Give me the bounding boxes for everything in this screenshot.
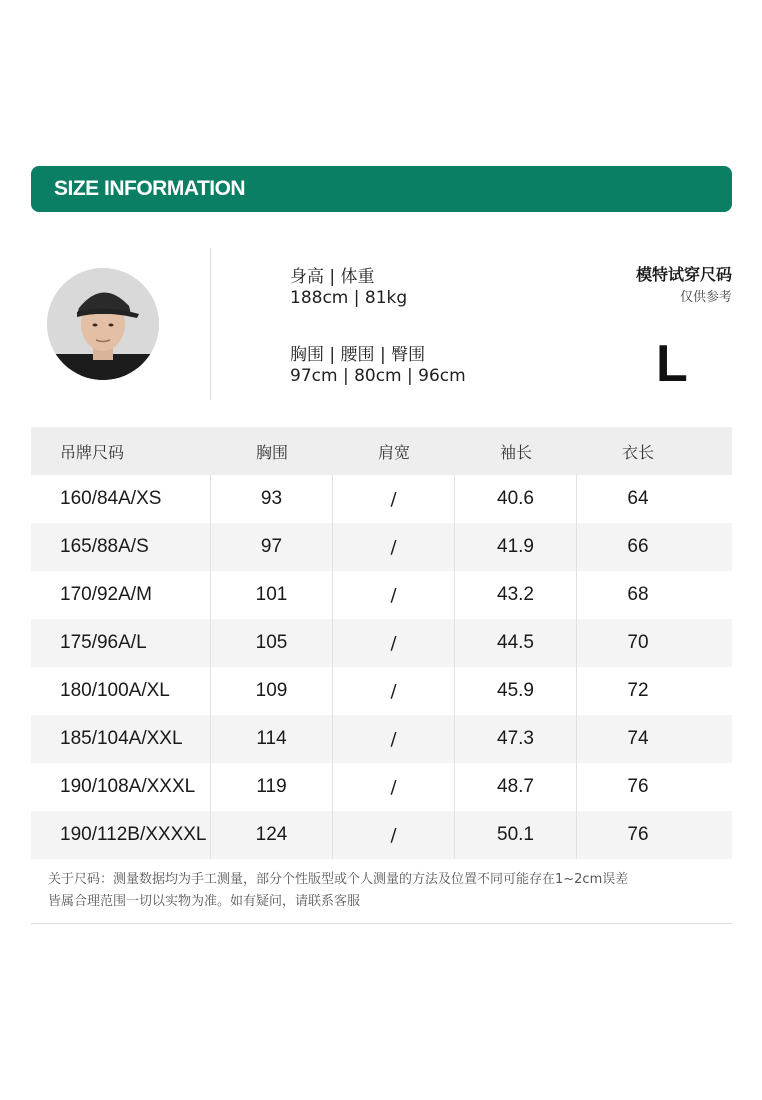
header-length: 衣长 [621,442,654,462]
cell-shoulder: / [333,715,455,763]
model-photo-icon [47,268,159,380]
size-note [48,869,738,913]
height-weight-label: 身高 | 体重 [290,267,375,287]
bottom-divider [31,923,732,924]
cell-chest: 114 [211,715,333,763]
cell-tag-size: 180/100A/XL [31,667,211,715]
cell-chest: 124 [211,811,333,859]
profile-divider [210,248,211,400]
table-row [31,763,732,811]
cell-sleeve: 40.6 [455,475,577,523]
table-row [31,619,732,667]
size-note-line1: 关于尺码：测量数据均为手工测量，部分个性版型或个人测量的方法及位置不同可能存在1~2cm误差 [48,872,629,887]
cell-shoulder: / [333,523,455,571]
cell-chest: 109 [211,667,333,715]
header-chest: 胸围 [255,442,288,462]
cell-shoulder: / [333,811,455,859]
cell-chest: 101 [211,571,333,619]
measurements-label: 胸围 | 腰围 | 臀围 [290,345,426,365]
header-tag-size: 吊牌尺码 [60,442,125,462]
cell-tag-size: 175/96A/L [31,619,211,667]
height-weight-value: 188cm | 81kg [290,288,408,308]
cell-sleeve: 44.5 [455,619,577,667]
cell-chest: 93 [211,475,333,523]
fit-size-value: L [656,335,688,393]
size-table [31,427,732,859]
cell-length: 64 [627,488,649,509]
cell-sleeve: 47.3 [455,715,577,763]
table-row [31,523,732,571]
cell-length: 76 [627,824,649,845]
table-row [31,715,732,763]
table-header-row [31,427,732,475]
header-sleeve: 袖长 [499,442,532,462]
cell-sleeve: 45.9 [455,667,577,715]
cell-chest: 119 [211,763,333,811]
cell-length: 74 [627,728,649,749]
cell-length: 72 [627,680,649,701]
banner-title: SIZE INFORMATION [54,177,246,200]
cell-length: 66 [627,536,649,557]
cell-shoulder: / [333,667,455,715]
size-note-line2: 皆属合理范围一切以实物为准。如有疑问，请联系客服 [48,894,361,909]
cell-tag-size: 190/112B/XXXXL [31,811,211,859]
cell-sleeve: 50.1 [455,811,577,859]
cell-sleeve: 43.2 [455,571,577,619]
table-row [31,811,732,859]
cell-length: 70 [627,632,649,653]
cell-tag-size: 170/92A/M [31,571,211,619]
cell-shoulder: / [333,619,455,667]
fit-size-note: 仅供参考 [679,290,732,305]
cell-tag-size: 185/104A/XXL [31,715,211,763]
cell-sleeve: 48.7 [455,763,577,811]
cell-shoulder: / [333,763,455,811]
cell-tag-size: 190/108A/XXXL [31,763,211,811]
table-row [31,475,732,523]
table-row [31,571,732,619]
cell-shoulder: / [333,571,455,619]
cell-tag-size: 165/88A/S [31,523,211,571]
cell-sleeve: 41.9 [455,523,577,571]
cell-chest: 97 [211,523,333,571]
model-avatar [47,268,159,380]
measurements-value: 97cm | 80cm | 96cm [290,366,466,386]
fit-size-title: 模特试穿尺码 [635,265,732,284]
cell-shoulder: / [333,475,455,523]
cell-chest: 105 [211,619,333,667]
size-info-banner [31,166,732,212]
cell-tag-size: 160/84A/XS [31,475,211,523]
cell-length: 68 [627,584,649,605]
cell-length: 76 [627,776,649,797]
header-shoulder: 肩宽 [377,442,410,462]
table-row [31,667,732,715]
